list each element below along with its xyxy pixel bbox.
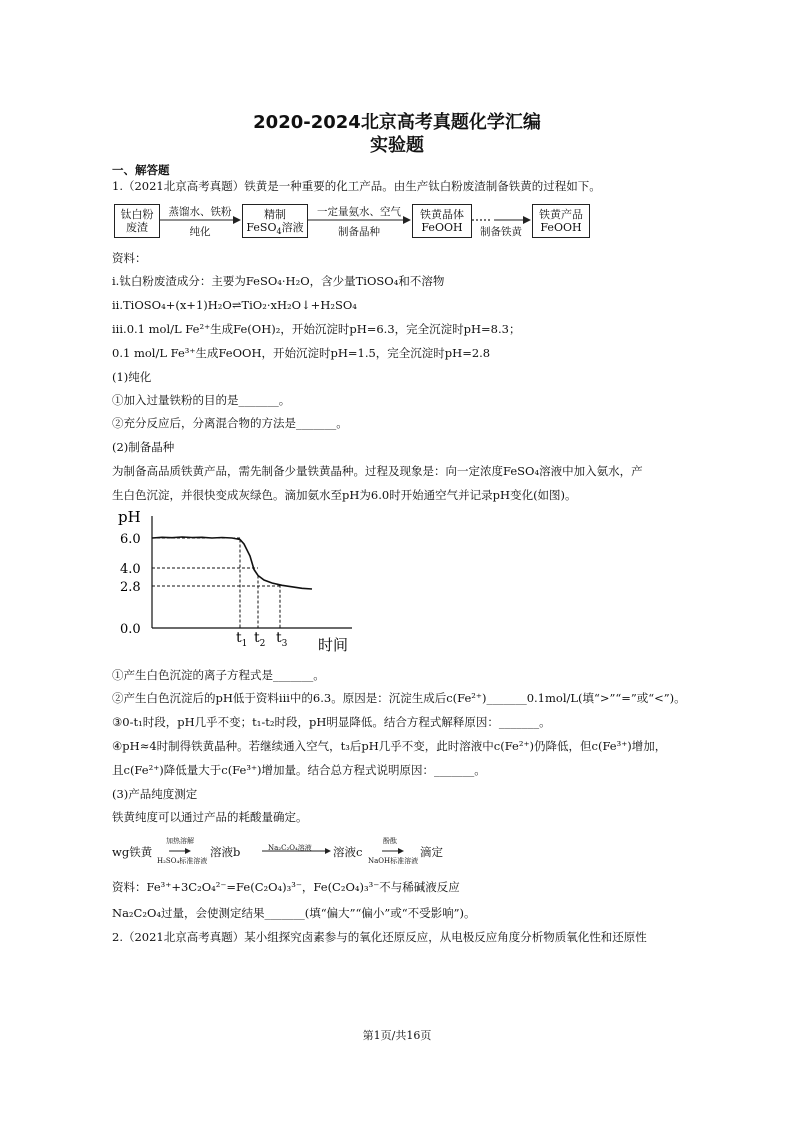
flow-box-crystal-line2: FeOOH bbox=[421, 221, 463, 234]
page-footer: 第1页/共16页 bbox=[362, 1029, 432, 1042]
ph-time-chart bbox=[112, 508, 362, 658]
x-tick-label: $t_2$ bbox=[254, 630, 266, 649]
scheme-titrate: 滴定 bbox=[420, 845, 443, 859]
part2-heading: (2)制备晶种 bbox=[112, 440, 175, 454]
scheme-arrow1-bottom: H₂SO₄标准溶液 bbox=[157, 857, 208, 865]
document-title: 2020-2024北京高考真题化学汇编 bbox=[253, 112, 541, 133]
arrow1-top-label: 蒸馏水、铁粉 bbox=[168, 206, 232, 218]
arrow1-bottom-label: 纯化 bbox=[189, 226, 211, 238]
flow-box-product-line1: 铁黄产品 bbox=[539, 208, 583, 221]
part2-question3: ③0-t₁时段，pH几乎不变；t₁-t₂时段，pH明显降低。结合方程式解释原因：_______。 bbox=[112, 715, 551, 729]
part2-question2: ②产生白色沉淀后的pH低于资料iii中的6.3。原因是：沉淀生成后c(Fe²⁺)_______0.1mol/L(填“>”“=”或“<”)。 bbox=[112, 691, 686, 705]
flow-box-product-line2: FeOOH bbox=[540, 221, 582, 234]
x-tick-label: $t_1$ bbox=[236, 630, 248, 649]
material-iii-a: iii.0.1 mol/L Fe²⁺生成Fe(OH)₂，开始沉淀时pH=6.3，完全沉淀时pH=8.3； bbox=[112, 322, 521, 336]
solution-text: 溶液 bbox=[281, 221, 304, 234]
arrow3-bottom-label: 制备铁黄 bbox=[480, 226, 522, 238]
scheme-solution-c: 溶液c bbox=[333, 845, 363, 859]
part1-question2: ②充分反应后，分离混合物的方法是_______。 bbox=[112, 416, 348, 430]
x-tick-subscript: 2 bbox=[259, 639, 266, 649]
y-tick-label: 4.0 bbox=[120, 562, 141, 577]
scheme-start: wg铁黄 bbox=[112, 845, 153, 859]
part3-question: Na₂C₂O₄过量，会使测定结果_______(填“偏大”“偏小”或“不受影响”)。 bbox=[112, 906, 476, 920]
section-heading: 一、解答题 bbox=[112, 163, 170, 177]
part3-note: 资料：Fe³⁺+3C₂O₄²⁻=Fe(C₂O₄)₃³⁻，Fe(C₂O₄)₃³⁻不与稀碱液反应 bbox=[112, 880, 460, 894]
question-1-intro: 1.（2021北京高考真题）铁黄是一种重要的化工产品。由生产钛白粉废渣制备铁黄的过程如下。 bbox=[112, 179, 601, 193]
part3-description: 铁黄纯度可以通过产品的耗酸量确定。 bbox=[112, 810, 308, 824]
part1-heading: (1)纯化 bbox=[112, 370, 152, 384]
y-tick-label: 0.0 bbox=[120, 622, 141, 637]
part2-question1: ①产生白色沉淀的离子方程式是_______。 bbox=[112, 668, 325, 682]
flow-arrows bbox=[0, 0, 794, 260]
material-iii-b: 0.1 mol/L Fe³⁺生成FeOOH，开始沉淀时pH=1.5，完全沉淀时pH=2.8 bbox=[112, 346, 491, 360]
flow-box-waste-line2: 废渣 bbox=[126, 221, 148, 234]
y-axis-label: pH bbox=[118, 508, 141, 526]
flow-box-feso4-line1: 精制 bbox=[264, 208, 286, 221]
scheme-arrow1-top: 加热溶解 bbox=[166, 837, 194, 845]
scheme-solution-b: 溶液b bbox=[210, 845, 241, 859]
arrow2-top-label: 一定量氨水、空气 bbox=[317, 206, 401, 218]
feso4-subscript: 4 bbox=[276, 227, 282, 237]
x-tick-label: $t_3$ bbox=[276, 630, 288, 649]
flow-box-crystal-line1: 铁黄晶体 bbox=[420, 208, 464, 221]
part3-heading: (3)产品纯度测定 bbox=[112, 787, 198, 801]
question-2-intro: 2.（2021北京高考真题）某小组探究卤素参与的氧化还原反应，从电极反应角度分析物质氧化性和还原性 bbox=[112, 930, 647, 944]
part1-question1: ①加入过量铁粉的目的是_______。 bbox=[112, 393, 291, 407]
ph-curve bbox=[152, 537, 312, 589]
flow-box-waste-line1: 钛白粉 bbox=[120, 208, 154, 221]
scheme-arrow2-top: Na₂C₂O₄溶液 bbox=[268, 844, 312, 852]
material-label: 资料： bbox=[112, 251, 147, 265]
x-tick-subscript: 1 bbox=[241, 639, 248, 649]
part2-question4-a: ④pH≈4时制得铁黄晶种。若继续通入空气，t₃后pH几乎不变，此时溶液中c(Fe²⁺)仍降低，但c(Fe³⁺)增加， bbox=[112, 739, 667, 753]
arrow2-bottom-label: 制备晶种 bbox=[338, 226, 380, 238]
part2-question4-b: 且c(Fe²⁺)降低量大于c(Fe³⁺)增加量。结合总方程式说明原因：_______。 bbox=[112, 763, 486, 777]
scheme-arrow3-top: 酚酞 bbox=[383, 837, 397, 845]
document-subtitle: 实验题 bbox=[370, 135, 424, 156]
material-ii: ii.TiOSO₄+(x+1)H₂O⇌TiO₂·xH₂O↓+H₂SO₄ bbox=[112, 298, 357, 312]
scheme-arrow3-bottom: NaOH标准溶液 bbox=[368, 857, 419, 865]
part2-description-2: 生白色沉淀，并很快变成灰绿色。滴加氨水至pH为6.0时开始通空气并记录pH变化(如图)。 bbox=[112, 488, 577, 502]
material-i: i.钛白粉废渣成分：主要为FeSO₄·H₂O，含少量TiOSO₄和不溶物 bbox=[112, 274, 445, 288]
part2-description-1: 为制备高品质铁黄产品，需先制备少量铁黄晶种。过程及现象是：向一定浓度FeSO₄溶液中加入氨水，产 bbox=[112, 464, 643, 478]
y-tick-label: 2.8 bbox=[120, 580, 141, 595]
y-tick-label: 6.0 bbox=[120, 532, 141, 547]
x-axis-label: 时间 bbox=[318, 636, 349, 654]
feso4-text: FeSO bbox=[246, 221, 277, 234]
x-tick-subscript: 3 bbox=[281, 639, 288, 649]
scheme-arrows bbox=[0, 840, 794, 860]
